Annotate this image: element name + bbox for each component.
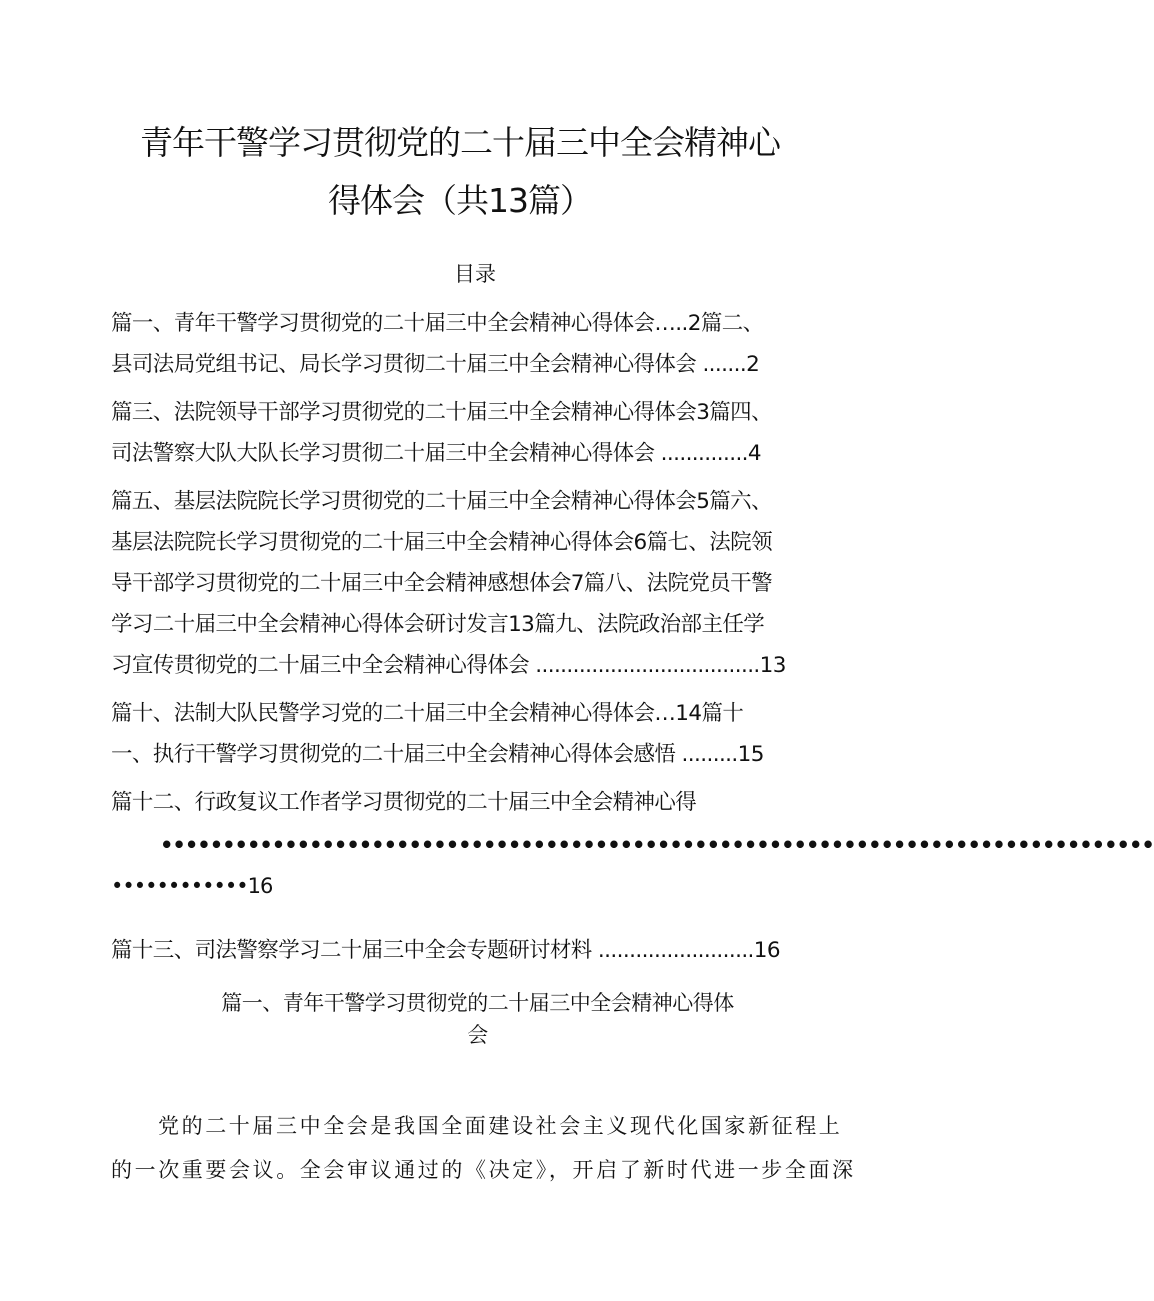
document-title-line-1: 青年干警学习贯彻党的二十届三中全会精神心 <box>140 123 780 162</box>
toc-line-10[interactable]: 篇十、法制大队民警学习党的二十届三中全会精神心得体会…14篇十 <box>111 701 744 726</box>
body-paragraph-line-2: 的一次重要会议。全会审议通过的《决定》，开启了新时代进一步全面深 <box>111 1158 856 1182</box>
section-title-line-1: 篇一、青年干警学习贯彻党的二十届三中全会精神心得体 <box>221 991 734 1015</box>
toc-line-12[interactable]: 篇十二、行政复议工作者学习贯彻党的二十届三中全会精神心得 <box>111 790 697 815</box>
toc-line-13[interactable]: 篇十三、司法警察学习二十届三中全会专题研讨材料 .........................16 <box>111 938 780 963</box>
section-title-line-2: 会 <box>467 1023 488 1047</box>
toc-line-8[interactable]: 学习二十届三中全会精神心得体会研讨发言13篇九、法院政治部主任学 <box>111 612 765 637</box>
toc-line-5[interactable]: 篇五、基层法院院长学习贯彻党的二十届三中全会精神心得体会5篇六、 <box>111 489 772 514</box>
toc-line-4[interactable]: 司法警察大队大队长学习贯彻二十届三中全会精神心得体会 ..............4 <box>111 441 761 466</box>
toc-line-9[interactable]: 习宣传贯彻党的二十届三中全会精神心得体会 ....................................13 <box>111 653 786 678</box>
toc-heading: 目录 <box>454 262 496 286</box>
toc-page-number-16[interactable]: ••••••••••••16 <box>111 874 273 898</box>
toc-line-11[interactable]: 一、执行干警学习贯彻党的二十届三中全会精神心得体会感悟 .........15 <box>111 742 764 767</box>
toc-line-7[interactable]: 导干部学习贯彻党的二十届三中全会精神感想体会7篇八、法院党员干警 <box>111 571 772 596</box>
toc-line-1[interactable]: 篇一、青年干警学习贯彻党的二十届三中全会精神心得体会…..2篇二、 <box>111 311 764 336</box>
document-title-line-2: 得体会（共13篇） <box>328 181 592 220</box>
toc-line-2[interactable]: 县司法局党组书记、局长学习贯彻二十届三中全会精神心得体会 .......2 <box>111 352 760 377</box>
body-paragraph-line-1: 党的二十届三中全会是我国全面建设社会主义现代化国家新征程上 <box>158 1114 843 1138</box>
toc-dot-leader-line: •••••••••••••••••••••••••••••••••••••••••••••••••••••••••••••••••••••••••••••••• <box>160 833 1154 857</box>
toc-line-3[interactable]: 篇三、法院领导干部学习贯彻党的二十届三中全会精神心得体会3篇四、 <box>111 400 772 425</box>
toc-line-6[interactable]: 基层法院院长学习贯彻党的二十届三中全会精神心得体会6篇七、法院领 <box>111 530 772 555</box>
